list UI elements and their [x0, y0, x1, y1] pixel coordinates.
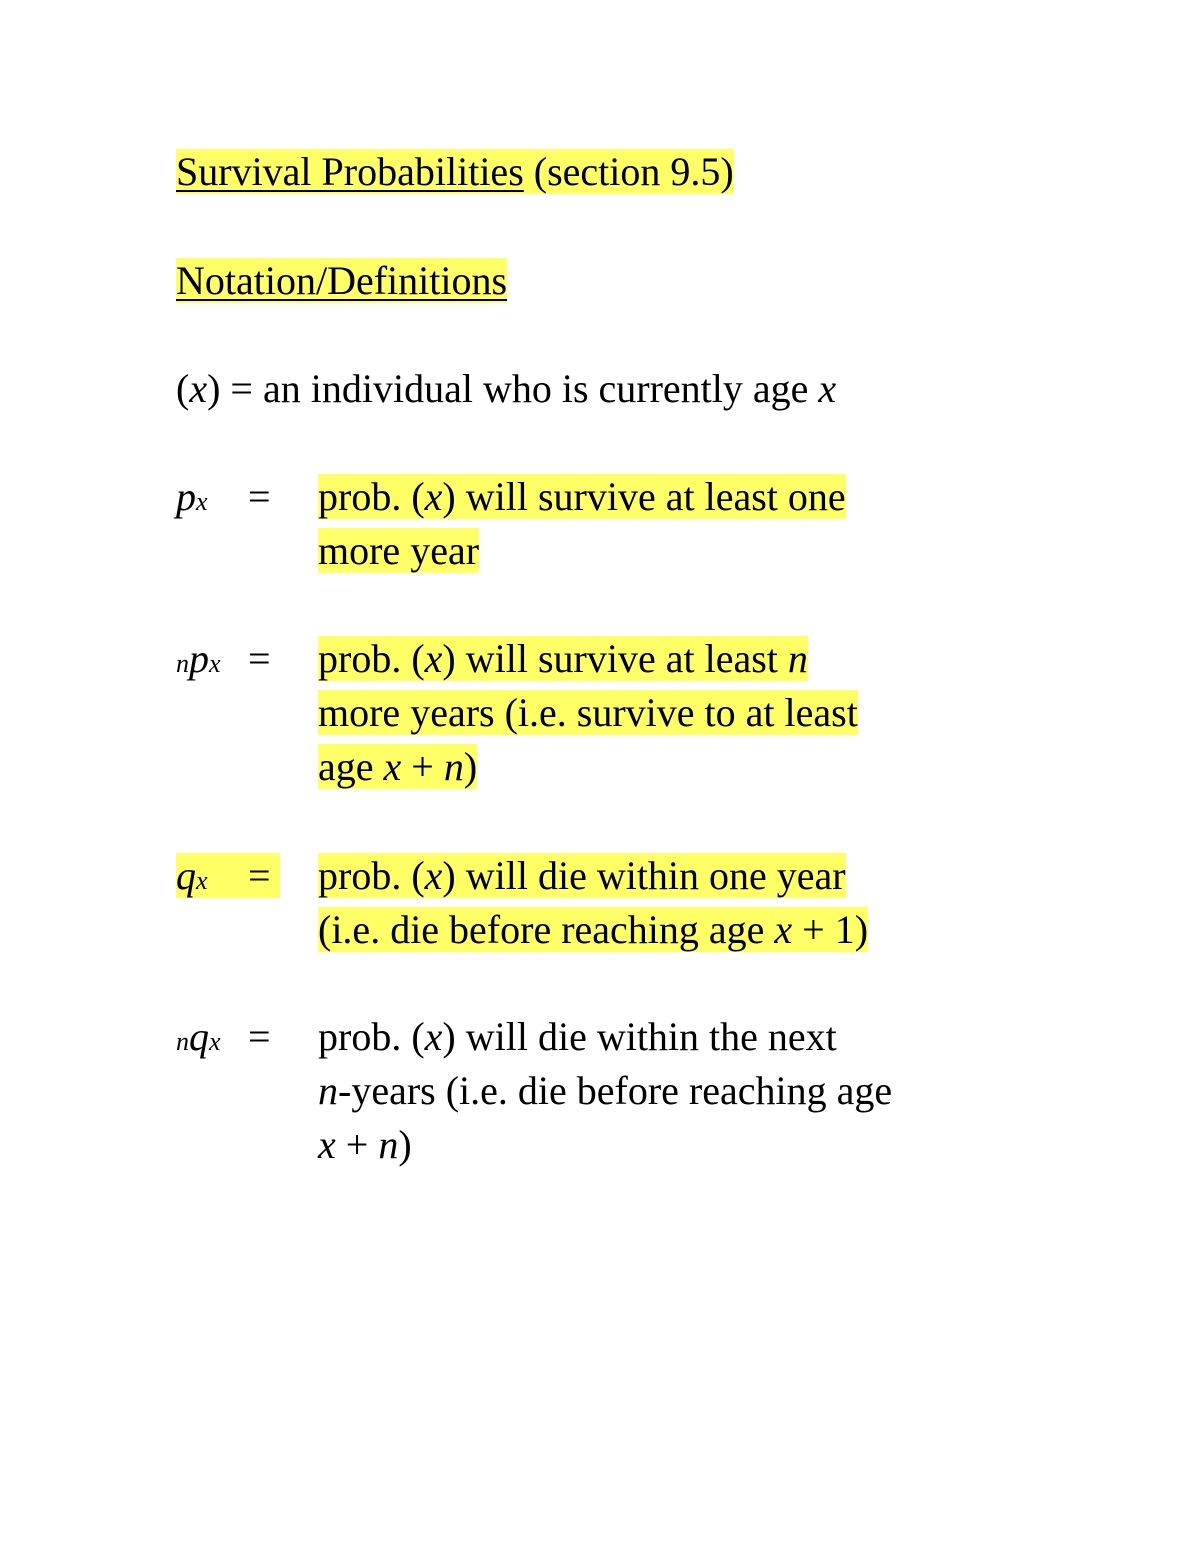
symbol-base: q: [176, 853, 196, 898]
title-section: (section 9.5): [523, 149, 734, 194]
page-title: [176, 145, 734, 199]
definition-text: + 1): [792, 907, 869, 952]
definition-symbol: [176, 1010, 221, 1069]
definition-line: [318, 632, 808, 686]
equals-sign: =: [248, 1014, 271, 1059]
definition-text: ) will survive at least: [442, 636, 788, 681]
definition-text: prob. (: [318, 474, 425, 519]
symbol-prefix: n: [176, 1027, 189, 1056]
math-variable: n: [318, 1068, 338, 1113]
math-variable: n: [378, 1122, 399, 1167]
definition-text: more years (i.e. survive to at least: [318, 690, 858, 735]
definition-text: ) will die within one year: [442, 853, 846, 898]
definition-line: [318, 470, 846, 524]
symbol-subscript: x: [196, 487, 208, 516]
equals-sign: =: [248, 853, 271, 898]
math-variable: x: [383, 744, 402, 789]
symbol-base: q: [189, 1014, 209, 1059]
definition-line: [318, 524, 479, 578]
definition-text: (i.e. die before reaching age: [318, 907, 775, 952]
definition-text: age: [318, 744, 384, 789]
definition-line: [318, 1064, 892, 1118]
intro-var2: x: [818, 366, 837, 411]
math-variable: x: [424, 474, 443, 519]
definition-line: [318, 849, 846, 903]
definition-text: ): [463, 744, 478, 789]
symbol-subscript: x: [209, 649, 221, 678]
definition-text: -years (i.e. die before reaching age: [338, 1068, 893, 1113]
math-variable: x: [774, 907, 793, 952]
equals-sign: =: [248, 636, 271, 681]
math-variable: x: [424, 636, 443, 681]
intro-var: x: [189, 366, 208, 411]
symbol-subscript: x: [209, 1027, 221, 1056]
definition-text: ) will die within the next: [442, 1014, 837, 1059]
intro-definition: [176, 362, 836, 416]
definition-text: prob. (: [318, 636, 425, 681]
definition-text: prob. (: [318, 853, 425, 898]
intro-text: = an individual who is currently age: [220, 366, 819, 411]
definition-text: +: [401, 744, 444, 789]
definition-text: ): [398, 1122, 412, 1167]
definition-line: [318, 1118, 412, 1172]
definition-line: [318, 903, 868, 957]
symbol-base: p: [189, 636, 209, 681]
definition-line: [318, 686, 858, 740]
math-variable: n: [443, 744, 464, 789]
intro-close: ): [207, 366, 221, 411]
math-variable: x: [424, 853, 443, 898]
intro-open: (: [176, 366, 190, 411]
symbol-prefix: n: [176, 649, 189, 678]
definition-line: [318, 740, 477, 794]
definition-text: +: [335, 1122, 379, 1167]
definition-symbol: [176, 632, 221, 691]
definition-symbol: [176, 470, 208, 529]
symbol-subscript: x: [196, 866, 208, 895]
title-main: Survival Probabilities: [176, 149, 524, 194]
symbol-base: p: [176, 474, 196, 519]
math-variable: n: [787, 636, 808, 681]
definition-text: ) will survive at least one: [442, 474, 846, 519]
definition-text: prob. (: [318, 1014, 425, 1059]
equals-sign: =: [248, 474, 271, 519]
definition-line: [318, 1010, 837, 1064]
math-variable: x: [318, 1122, 336, 1167]
math-variable: x: [424, 1014, 443, 1059]
heading-text: Notation/Definitions: [176, 258, 508, 303]
section-heading: [176, 254, 507, 308]
definition-text: more year: [318, 528, 480, 573]
